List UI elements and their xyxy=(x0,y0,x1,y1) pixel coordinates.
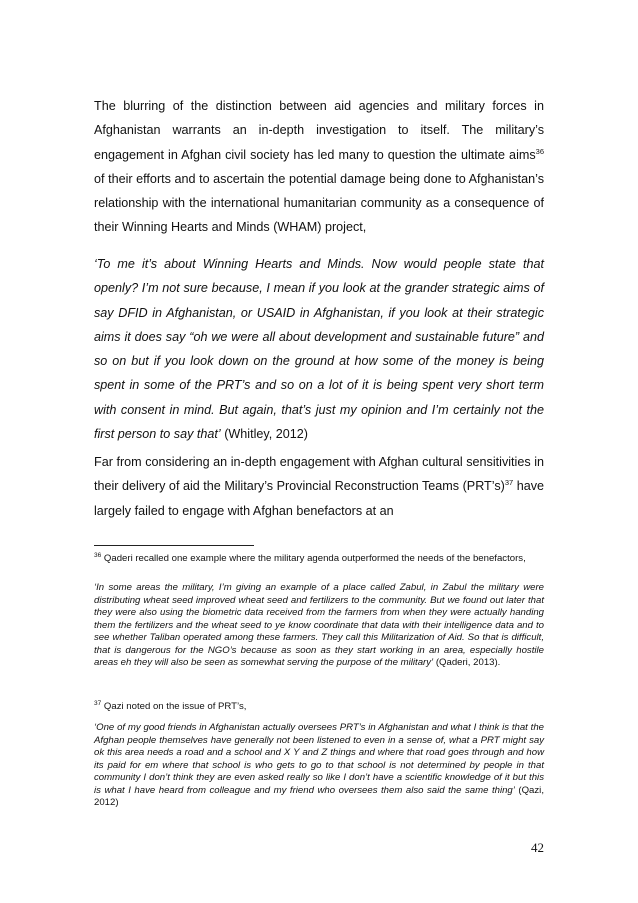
footnote-number: 37 xyxy=(94,700,102,707)
quote-text: ‘To me it’s about Winning Hearts and Minds. Now would people state that openly? I’m not sure because, I mean if you look at the grander strategic aims of say DFID in Afghanistan, or USAID in Afghanistan, if you look at their strategic aims it does say “oh we were all about development and sustainable future” and so on but if you look down on the ground at how some of the money is being spent in some of the PRT’s and so on a lot of it is being spent very short term with consent in mind. But again, that’s just my opinion and I’m certainly not the first person to say that’ xyxy=(94,257,544,442)
footnote-quote-text: ‘In some areas the military, I’m giving an example of a place called Zabul, in Zabul the military were distributing wheat seed improved wheat seed and fertilizers to the community. But we found out later that they were also using the biometric data received from the farmers from when they were actually handing them the fertilizers and the wheat seed to ye know coordinate that data with their intelligence data and to see whether Taliban operated among these farmers. They call this Militarization of Aid. So that is difficult, that is dangerous for the NGO’s because as soon as they start working in an area, especially hostile areas eh they will also be seen as somewhat serving the purpose of the military’ xyxy=(94,582,544,668)
quote-citation: (Whitley, 2012) xyxy=(220,427,308,442)
block-quote-whitley xyxy=(94,252,544,446)
footnote-separator xyxy=(94,545,254,546)
paragraph-text: Far from considering an in-depth engagement with Afghan cultural sensitivities in their delivery of aid the Military’s Provincial Reconstruction Teams (PRT’s) xyxy=(94,455,544,494)
footnote-37-quote xyxy=(94,722,544,810)
page-number: 42 xyxy=(531,840,544,855)
footnote-ref-37[interactable]: 37 xyxy=(504,478,514,488)
footnote-ref-36[interactable]: 36 xyxy=(535,146,544,156)
paragraph-text: have largely failed to engage with Afghan benefactors at an xyxy=(94,479,545,518)
footnote-citation: (Qaderi, 2013). xyxy=(433,657,501,668)
footnote-36 xyxy=(94,553,544,566)
footnote-36-quote xyxy=(94,582,544,670)
body-paragraph-2 xyxy=(94,450,544,523)
footnote-text: Qaderi recalled one example where the military agenda outperformed the needs of the benefactors, xyxy=(101,553,526,564)
body-paragraph-1 xyxy=(94,94,544,240)
footnote-text: Qazi noted on the issue of PRT’s, xyxy=(101,701,247,712)
footnote-number: 36 xyxy=(94,552,102,559)
footnote-citation: (Qazi, 2012) xyxy=(94,784,544,808)
footnote-quote-text: ‘One of my good friends in Afghanistan actually oversees PRT’s in Afghanistan and what I think is that the Afghan people themselves have generally not been listened to even in a sense of, what a PRT might say ok this area needs a road and a school and X Y and Z things and where that road goes through and how its paid for em where that school is who gets to go to that school is not determined by people in that community I don’t think they are even asked really so like I don’t have a scientific knowledge of it but this is what I have heard from colleague and my friend who oversees them also said the same thing’ xyxy=(94,722,544,796)
paragraph-text: of their efforts and to ascertain the potential damage being done to Afghanistan’s relationship with the international humanitarian community as a consequence of their Winning Hearts and Minds (WHAM) project, xyxy=(94,171,544,235)
footnote-37 xyxy=(94,701,544,714)
paragraph-text: The blurring of the distinction between aid agencies and military forces in Afghanistan warrants an in-depth investigation to itself. The military’s engagement in Afghan civil society has led many to question the ultimate aims xyxy=(94,99,544,162)
